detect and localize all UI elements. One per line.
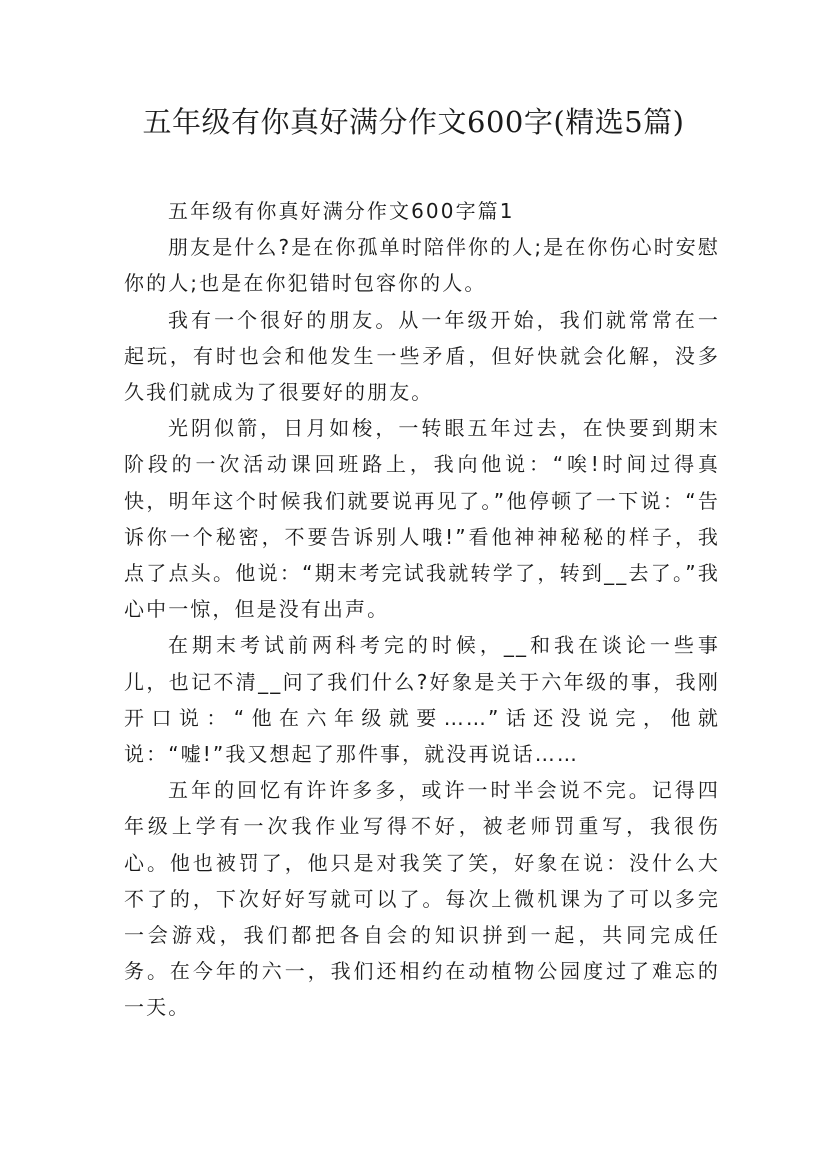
paragraph-3: 光阴似箭，日月如梭，一转眼五年过去，在快要到期末阶段的一次活动课回班路上，我向他说：“唉!时间过得真快，明年这个时候我们就要说再见了。”他停顿了一下说：“告诉你一个秘密，不要告诉别人哦!”看他神神秘秘的样子，我点了点头。他说：“期末考完试我就转学了，转到__去了。”我心中一惊，但是没有出声。: [124, 416, 720, 622]
paragraph-5: 五年的回忆有许许多多，或许一时半会说不完。记得四年级上学有一次我作业写得不好，被老师罚重写，我很伤心。他也被罚了，他只是对我笑了笑，好象在说：没什么大不了的，下次好好写就可以了。每次上微机课为了可以多完一会游戏，我们都把各自会的知识拼到一起，共同完成任务。在今年的六一，我们还相约在动植物公园度过了难忘的一天。: [124, 778, 720, 1020]
section-heading: 五年级有你真好满分作文600字篇1: [168, 199, 515, 223]
document-body: [124, 193, 720, 1026]
paragraph-1: 朋友是什么?是在你孤单时陪伴你的人;是在你伤心时安慰你的人;也是在你犯错时包容你的人。: [124, 235, 720, 296]
document-title: 五年级有你真好满分作文600字(精选5篇): [142, 105, 685, 139]
paragraph-4: 在期末考试前两科考完的时候，__和我在谈论一些事儿，也记不清__问了我们什么?好象是关于六年级的事，我刚开口说：“他在六年级就要……”话还没说完，他就说：“嘘!”我又想起了那件事，就没再说话……: [124, 633, 720, 767]
paragraph-2: 我有一个很好的朋友。从一年级开始，我们就常常在一起玩，有时也会和他发生一些矛盾，但好快就会化解，没多久我们就成为了很要好的朋友。: [124, 307, 720, 405]
